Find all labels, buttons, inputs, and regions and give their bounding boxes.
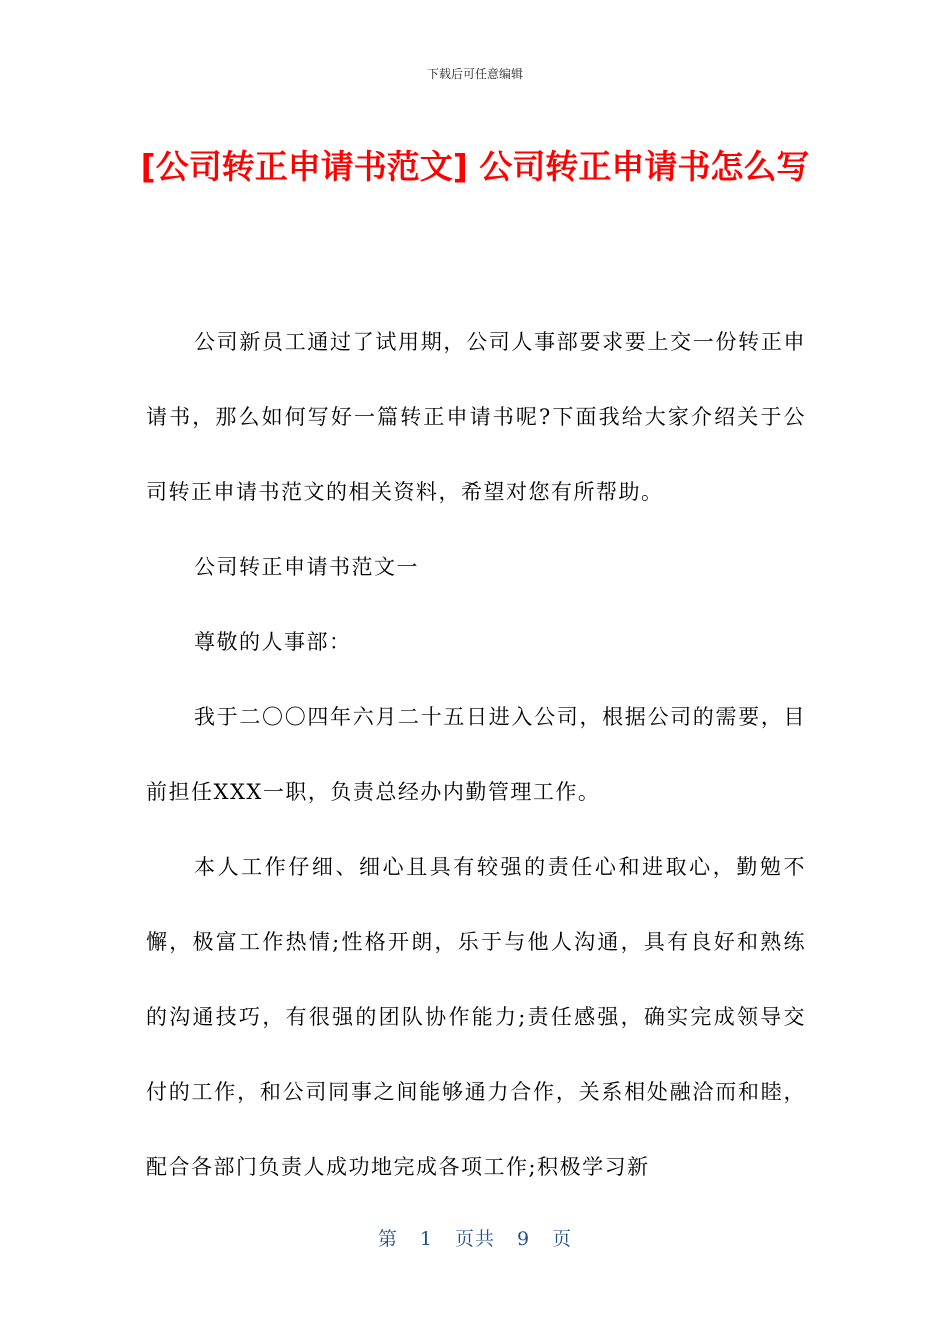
document-title: [公司转正申请书范文] 公司转正申请书怎么写: [140, 147, 810, 186]
paragraph-entry-date: 我于二〇〇四年六月二十五日进入公司，根据公司的需要，目前担任XXX一职，负责总经办内勤管理工作。: [146, 705, 806, 804]
footer-total-pages: 9: [517, 1228, 531, 1250]
footer-middle: 页共: [454, 1228, 495, 1250]
paragraph-intro: 公司新员工通过了试用期，公司人事部要求要上交一份转正申请书，那么如何写好一篇转正申请书呢?下面我给大家介绍关于公司转正申请书范文的相关资料，希望对您有所帮助。: [146, 330, 806, 504]
footer-prefix: 第: [377, 1228, 398, 1250]
page-footer: [0, 1226, 950, 1252]
paragraph-self-evaluation: 本人工作仔细、细心且具有较强的责任心和进取心，勤勉不懈，极富工作热情;性格开朗，乐于与他人沟通，具有良好和熟练的沟通技巧，有很强的团队协作能力;责任感强，确实完成领导交付的工作，和公司同事之间能够通力合作，关系相处融洽而和睦，配合各部门负责人成功地完成各项工作;积极学习新: [146, 855, 806, 1179]
header-note: 下载后可任意编辑: [426, 67, 523, 81]
paragraph-salutation: 尊敬的人事部：: [194, 630, 352, 654]
footer-suffix: 页: [552, 1228, 573, 1250]
footer-page-number: 1: [419, 1228, 433, 1250]
paragraph-section-heading: 公司转正申请书范文一: [194, 555, 419, 579]
